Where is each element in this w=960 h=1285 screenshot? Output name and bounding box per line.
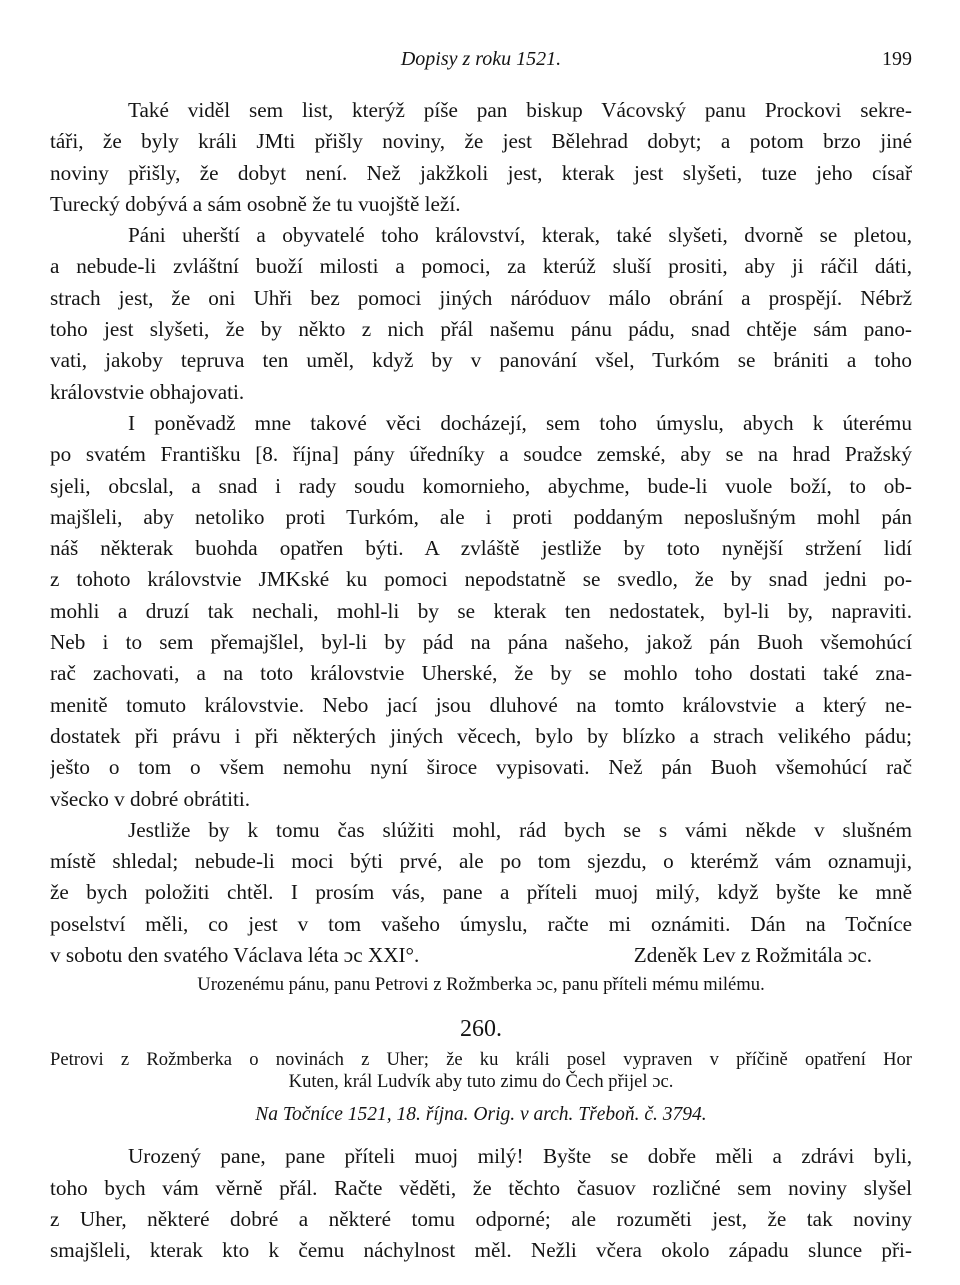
book-page bbox=[50, 48, 912, 1267]
text-line: majšleli, aby netoliko proti Turkóm, ale i proti poddaným neposlušným mohl pán bbox=[50, 504, 912, 529]
document-summary-line: Kuten, král Ludvík aby tuto zimu do Čech přijel ɔc. bbox=[288, 1071, 674, 1093]
text-line: rač zachovati, a na toto královstvie Uherské, že by se mohlo toho dostati také zna- bbox=[50, 661, 912, 686]
letter-259-body bbox=[50, 95, 912, 999]
dating-clause: v sobotu den svatého Václava léta ɔc XXI°. bbox=[50, 943, 420, 968]
signature: Zdeněk Lev z Rožmitála ɔc. bbox=[633, 943, 872, 968]
text-line: ješto o tom o všem nemohu nyní široce vypisovati. Než pán Buoh všemohúcí rač bbox=[50, 755, 912, 780]
text-line: královstvie obhajovati. bbox=[50, 379, 245, 404]
text-line: Jestliže by k tomu čas slúžiti mohl, rád bych se s vámi někde v slušném bbox=[128, 817, 912, 842]
text-line: po svatém Františku [8. října] pány úředníky a soudce zemské, aby se na hrad Pražský bbox=[50, 442, 912, 467]
text-line: všecko v dobré obrátiti. bbox=[50, 786, 251, 811]
text-line: toho jest slyšeti, že by někto z nich přál našemu pánu pádu, snad chtěje sám pano- bbox=[50, 317, 912, 342]
text-line: Urozený pane, pane příteli muoj milý! Byšte se dobře měli a zdrávi byli, bbox=[128, 1144, 912, 1169]
text-line: sjeli, obcslal, a snad i rady soudu komornieho, abychme, bude-li vuole boží, to ob- bbox=[50, 473, 912, 498]
text-line: z tohoto královstvie JMKské ku pomoci nepodstatně se svedlo, že by snad jedni po- bbox=[50, 567, 912, 592]
text-line: vati, jakoby tepruva ten uměl, když by v panování všel, Turkóm se brániti a toho bbox=[50, 348, 912, 373]
text-line: z Uher, některé dobré a některé tomu odporné; ale rozuměti jest, že tak noviny bbox=[50, 1206, 912, 1231]
closing-line bbox=[50, 940, 912, 971]
text-line: poselství měli, co jest v tom vašeho úmyslu, račte mi oznámiti. Dán na Točníce bbox=[50, 911, 912, 936]
text-line: mohli a druzí tak nechali, mohl-li by se kterak ten nedostatek, byl-li by, napraviti. bbox=[50, 598, 912, 623]
text-line: a nebude-li zvláštní buoží milosti a pomoci, za kterúž sluší prositi, aby ji ráčil dáti, bbox=[50, 254, 912, 279]
page-number: 199 bbox=[882, 48, 912, 70]
document-number: 260. bbox=[460, 1016, 502, 1043]
text-line: Také viděl sem list, kterýž píše pan biskup Vácovský panu Prockovi sekre- bbox=[128, 98, 912, 122]
letter-260 bbox=[50, 999, 912, 1266]
text-line: náš některak buohda opatřen býti. A zvláště jestliže by toto nynější stržení lidí bbox=[50, 536, 912, 561]
running-title: Dopisy z roku 1521. bbox=[400, 48, 562, 70]
text-line: místě shledal; nebude-li moci býti prvé, ale po tom sjezdu, o kterémž vám oznamuji, bbox=[50, 849, 912, 874]
running-head bbox=[50, 48, 912, 78]
document-summary-line: Petrovi z Rožmberka o novinách z Uher; že ku králi posel vypraven v příčině opatření Hor bbox=[50, 1049, 912, 1071]
text-line: strach jest, že oni Uhři bez pomoci jiných náróduov málo obrání a prospějí. Nébrž bbox=[50, 285, 912, 310]
text-line: smajšleli, kterak kto k čemu náchylnost měl. Nežli včera okolo západu slunce při- bbox=[50, 1238, 912, 1263]
text-line: noviny přišly, že dobyt není. Než jakžkoli jest, kterak jest slyšeti, tuze jeho císař bbox=[50, 160, 912, 185]
document-source: Na Točníce 1521, 18. října. Orig. v arch. Třeboň. č. 3794. bbox=[255, 1104, 707, 1126]
text-line: menitě tomuto královstvie. Nebo jací jsou dluhové na tomto královstvie a který ne- bbox=[50, 692, 912, 717]
text-line: že bych položiti chtěl. I prosím vás, pane a příteli muoj milý, když byšte ke mně bbox=[50, 880, 912, 905]
text-line: Neb i to sem přemajšlel, byl-li by pád na pána našeho, jakož pán Buoh všemohúcí bbox=[50, 630, 912, 655]
text-line: táři, že byly králi JMti přišly noviny, že jest Bělehrad dobyt; a potom brzo jiné bbox=[50, 129, 912, 154]
text-line: I poněvadž mne takové věci docházejí, sem toho úmyslu, abych k úterému bbox=[128, 410, 912, 435]
text-line: toho bych vám věrně přál. Račte věděti, že těchto časuov rozličné sem noviny slyšel bbox=[50, 1175, 912, 1200]
letter-address: Urozenému pánu, panu Petrovi z Rožmberka ɔc, panu příteli mému milému. bbox=[197, 974, 765, 996]
text-line: Páni uherští a obyvatelé toho království, kterak, také slyšeti, dvorně se pletou, bbox=[128, 223, 912, 248]
text-line: dostatek při právu i při některých jiných věcech, bylo by blízko a strach velikého pádu; bbox=[50, 723, 912, 748]
text-line: Turecký dobývá a sám osobně že tu vuojště leží. bbox=[50, 191, 461, 216]
